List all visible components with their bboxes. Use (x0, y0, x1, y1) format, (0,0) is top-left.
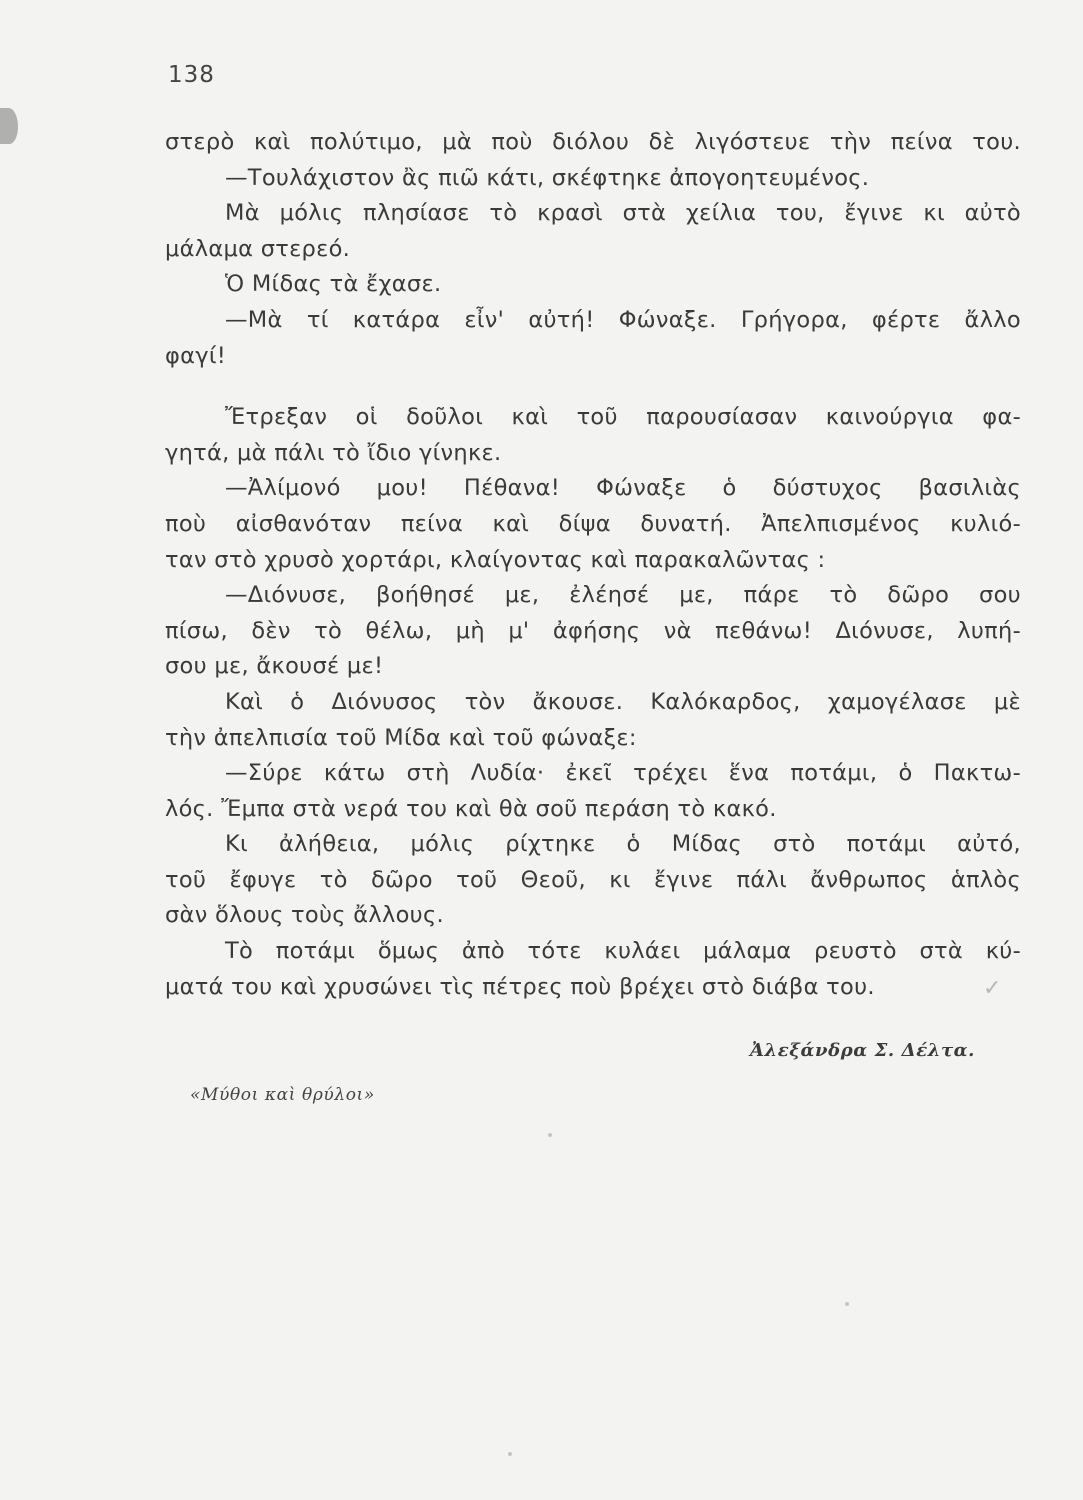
text-line: —Τουλάχιστον ἂς πιῶ κάτι, σκέφτηκε ἀπογοητευμένος. (225, 164, 870, 191)
paper-speck (845, 1302, 849, 1306)
text-line: ματά του καὶ χρυσώνει τὶς πέτρες ποὺ βρέχει στὸ διάβα του. (165, 973, 875, 1000)
text-line: στερὸ καὶ πολύτιμο, μὰ ποὺ διόλου δὲ λιγόστευε τὴν πείνα του. (165, 129, 1021, 155)
margin-check-mark: ✓ (983, 976, 1002, 1001)
text-line: Ὁ Μίδας τὰ ἔχασε. (225, 271, 442, 298)
text-line: τοῦ ἔφυγε τὸ δῶρο τοῦ Θεοῦ, κι ἔγινε πάλι ἄνθρωπος ἁπλὸς (165, 866, 1021, 893)
text-line: μάλαμα στερεό. (165, 235, 351, 262)
source-citation: «Μύθοι καὶ θρύλοι» (190, 1085, 375, 1105)
body-text (165, 125, 1021, 1005)
text-line: γητά, μὰ πάλι τὸ ἴδιο γίνηκε. (165, 439, 502, 466)
ink-blot (0, 108, 18, 144)
text-line: —Ἀλίμονό μου! Πέθανα! Φώναξε ὁ δύστυχος βασιλιὰς (225, 475, 1021, 502)
text-line: σου με, ἄκουσέ με! (165, 653, 384, 680)
text-line: —Μὰ τί κατάρα εἶν' αὐτή! Φώναξε. Γρήγορα, φέρτε ἄλλο (225, 306, 1021, 333)
text-line: Ἔτρεξαν οἱ δοῦλοι καὶ τοῦ παρουσίασαν καινούργια φα- (225, 404, 1021, 431)
text-line: φαγί! (165, 342, 227, 369)
text-line: ποὺ αἰσθανόταν πείνα καὶ δίψα δυνατή. Ἀπελπισμένος κυλιό- (165, 510, 1021, 537)
text-line: —Σύρε κάτω στὴ Λυδία· ἐκεῖ τρέχει ἕνα ποτάμι, ὁ Πακτω- (225, 760, 1021, 787)
page-number: 138 (168, 62, 215, 88)
paper-speck (508, 1452, 512, 1456)
text-line: Κι ἀλήθεια, μόλις ρίχτηκε ὁ Μίδας στὸ ποτάμι αὐτό, (225, 831, 1021, 858)
paper-speck (548, 1133, 552, 1137)
text-line: πίσω, δὲν τὸ θέλω, μὴ μ' ἀφήσης νὰ πεθάνω! Διόνυσε, λυπή- (165, 617, 1021, 644)
text-line: Τὸ ποτάμι ὅμως ἀπὸ τότε κυλάει μάλαμα ρευστὸ στὰ κύ- (225, 938, 1021, 965)
text-line: σὰν ὅλους τοὺς ἄλλους. (165, 902, 444, 929)
text-line: λός. Ἔμπα στὰ νερά του καὶ θὰ σοῦ περάση τὸ κακό. (165, 795, 777, 822)
text-line: Καὶ ὁ Διόνυσος τὸν ἄκουσε. Καλόκαρδος, χαμογέλασε μὲ (225, 688, 1021, 715)
author-signature: Ἀλεξάνδρα Σ. Δέλτα. (749, 1040, 975, 1061)
text-line: ταν στὸ χρυσὸ χορτάρι, κλαίγοντας καὶ παρακαλῶντας : (165, 546, 826, 573)
text-line: —Διόνυσε, βοήθησέ με, ἐλέησέ με, πάρε τὸ δῶρο σου (225, 582, 1021, 609)
text-line: τὴν ἀπελπισία τοῦ Μίδα καὶ τοῦ φώναξε: (165, 724, 637, 751)
text-line: Μὰ μόλις πλησίασε τὸ κρασὶ στὰ χείλια του, ἔγινε κι αὐτὸ (225, 200, 1021, 227)
